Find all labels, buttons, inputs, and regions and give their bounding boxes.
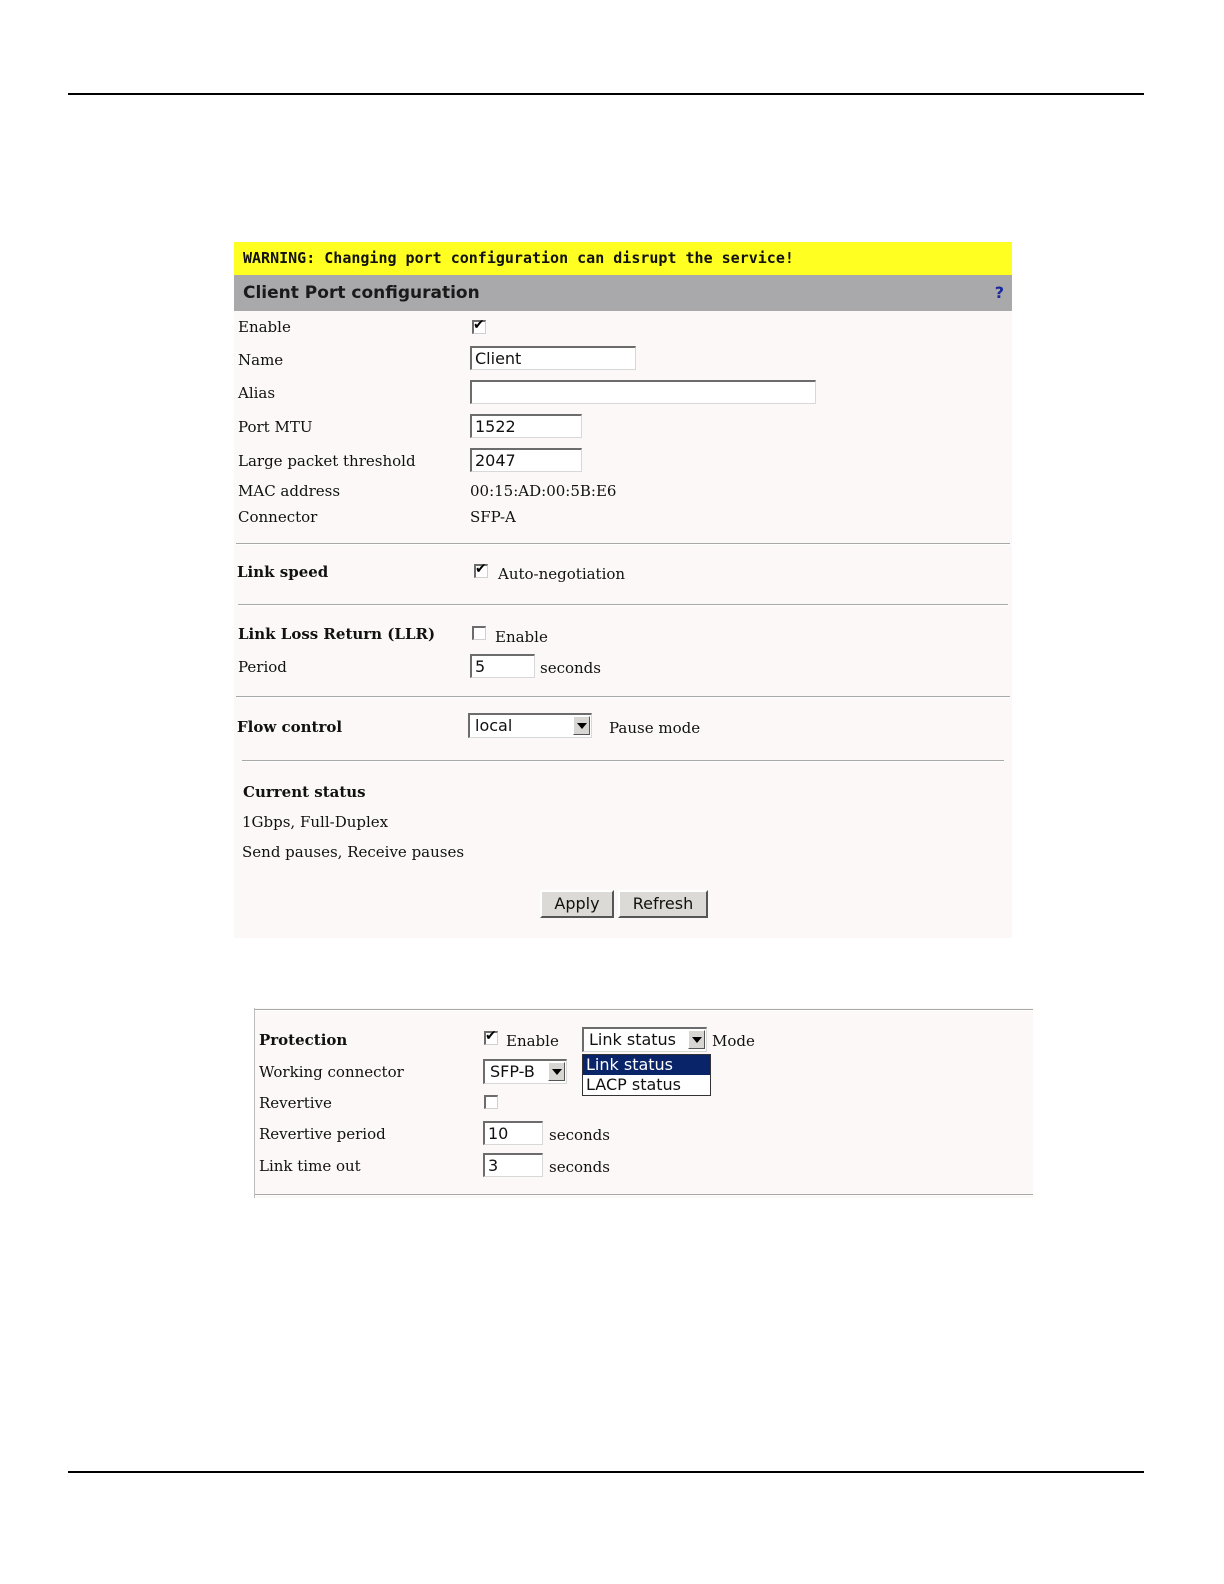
connector-value: SFP-A [470,508,516,526]
llr-enable-checkbox[interactable] [472,626,486,640]
checkmark-icon: ✔ [485,1028,497,1044]
port-mtu-input[interactable]: 1522 [470,414,582,438]
panel-title-bar [234,275,1012,311]
name-input[interactable]: Client [470,346,636,370]
separator [236,543,1010,545]
working-connector-select[interactable] [483,1059,567,1084]
large-packet-threshold-input[interactable]: 2047 [470,448,582,472]
mode-option-lacp-status[interactable]: LACP status [586,1075,682,1094]
chevron-down-icon[interactable] [688,1030,705,1049]
panel-title: Client Port configuration [243,283,480,303]
separator [242,760,1004,762]
checkmark-icon: ✔ [473,317,485,333]
mode-option-link-status[interactable]: Link status [583,1055,710,1075]
auto-negotiation-label: Auto-negotiation [498,565,626,583]
link-speed-label: Link speed [237,563,329,581]
help-icon[interactable]: ? [994,283,1004,302]
protection-enable-label: Enable [506,1032,559,1050]
name-label: Name [238,351,284,369]
current-status-label: Current status [243,783,366,801]
mode-select[interactable] [582,1027,707,1052]
client-port-config-panel [234,242,1012,938]
mac-address-label: MAC address [238,482,341,500]
period-unit: seconds [540,659,601,677]
chevron-down-icon[interactable] [573,716,590,735]
mode-label: Mode [712,1032,755,1050]
checkmark-icon: ✔ [475,561,487,577]
mode-dropdown-list [582,1054,711,1096]
mode-value: Link status [589,1030,677,1049]
link-timeout-label: Link time out [259,1157,361,1175]
connector-label: Connector [238,508,318,526]
port-mtu-label: Port MTU [238,418,313,436]
revertive-checkbox[interactable] [484,1095,498,1109]
revertive-period-input[interactable]: 10 [483,1121,543,1145]
pause-mode-label: Pause mode [609,719,701,737]
mac-address-value: 00:15:AD:00:5B:E6 [470,482,617,500]
protection-panel [254,1008,1033,1198]
flow-control-value: local [475,716,513,735]
llr-enable-label: Enable [495,628,548,646]
revertive-label: Revertive [259,1094,332,1112]
warning-banner: WARNING: Changing port configuration can disrupt the service! [234,242,1012,275]
revertive-period-label: Revertive period [259,1125,386,1143]
protection-label: Protection [259,1031,348,1049]
enable-checkbox[interactable] [472,317,486,334]
refresh-button[interactable]: Refresh [618,890,708,918]
link-timeout-unit: seconds [549,1158,610,1176]
alias-input[interactable] [470,380,816,404]
working-connector-label: Working connector [259,1063,404,1081]
enable-label: Enable [238,318,291,336]
top-rule [68,93,1144,95]
protection-enable-checkbox[interactable] [484,1028,498,1045]
auto-negotiation-checkbox[interactable] [474,561,488,578]
llr-label: Link Loss Return (LLR) [238,625,436,643]
separator [236,696,1010,698]
period-label: Period [238,658,287,676]
separator [238,604,1008,606]
alias-label: Alias [238,384,276,402]
link-timeout-input[interactable]: 3 [483,1153,543,1177]
flow-control-label: Flow control [237,718,343,736]
large-packet-threshold-label: Large packet threshold [238,452,416,470]
period-input[interactable]: 5 [470,654,535,678]
flow-control-select[interactable] [468,713,592,738]
status-line-speed: 1Gbps, Full-Duplex [242,813,389,831]
status-line-pauses: Send pauses, Receive pauses [242,843,465,861]
separator [255,1194,1033,1196]
revertive-period-unit: seconds [549,1126,610,1144]
bottom-rule [68,1471,1144,1473]
working-connector-value: SFP-B [490,1062,535,1081]
separator [255,1009,1033,1011]
chevron-down-icon[interactable] [548,1062,565,1081]
apply-button[interactable]: Apply [540,890,614,918]
